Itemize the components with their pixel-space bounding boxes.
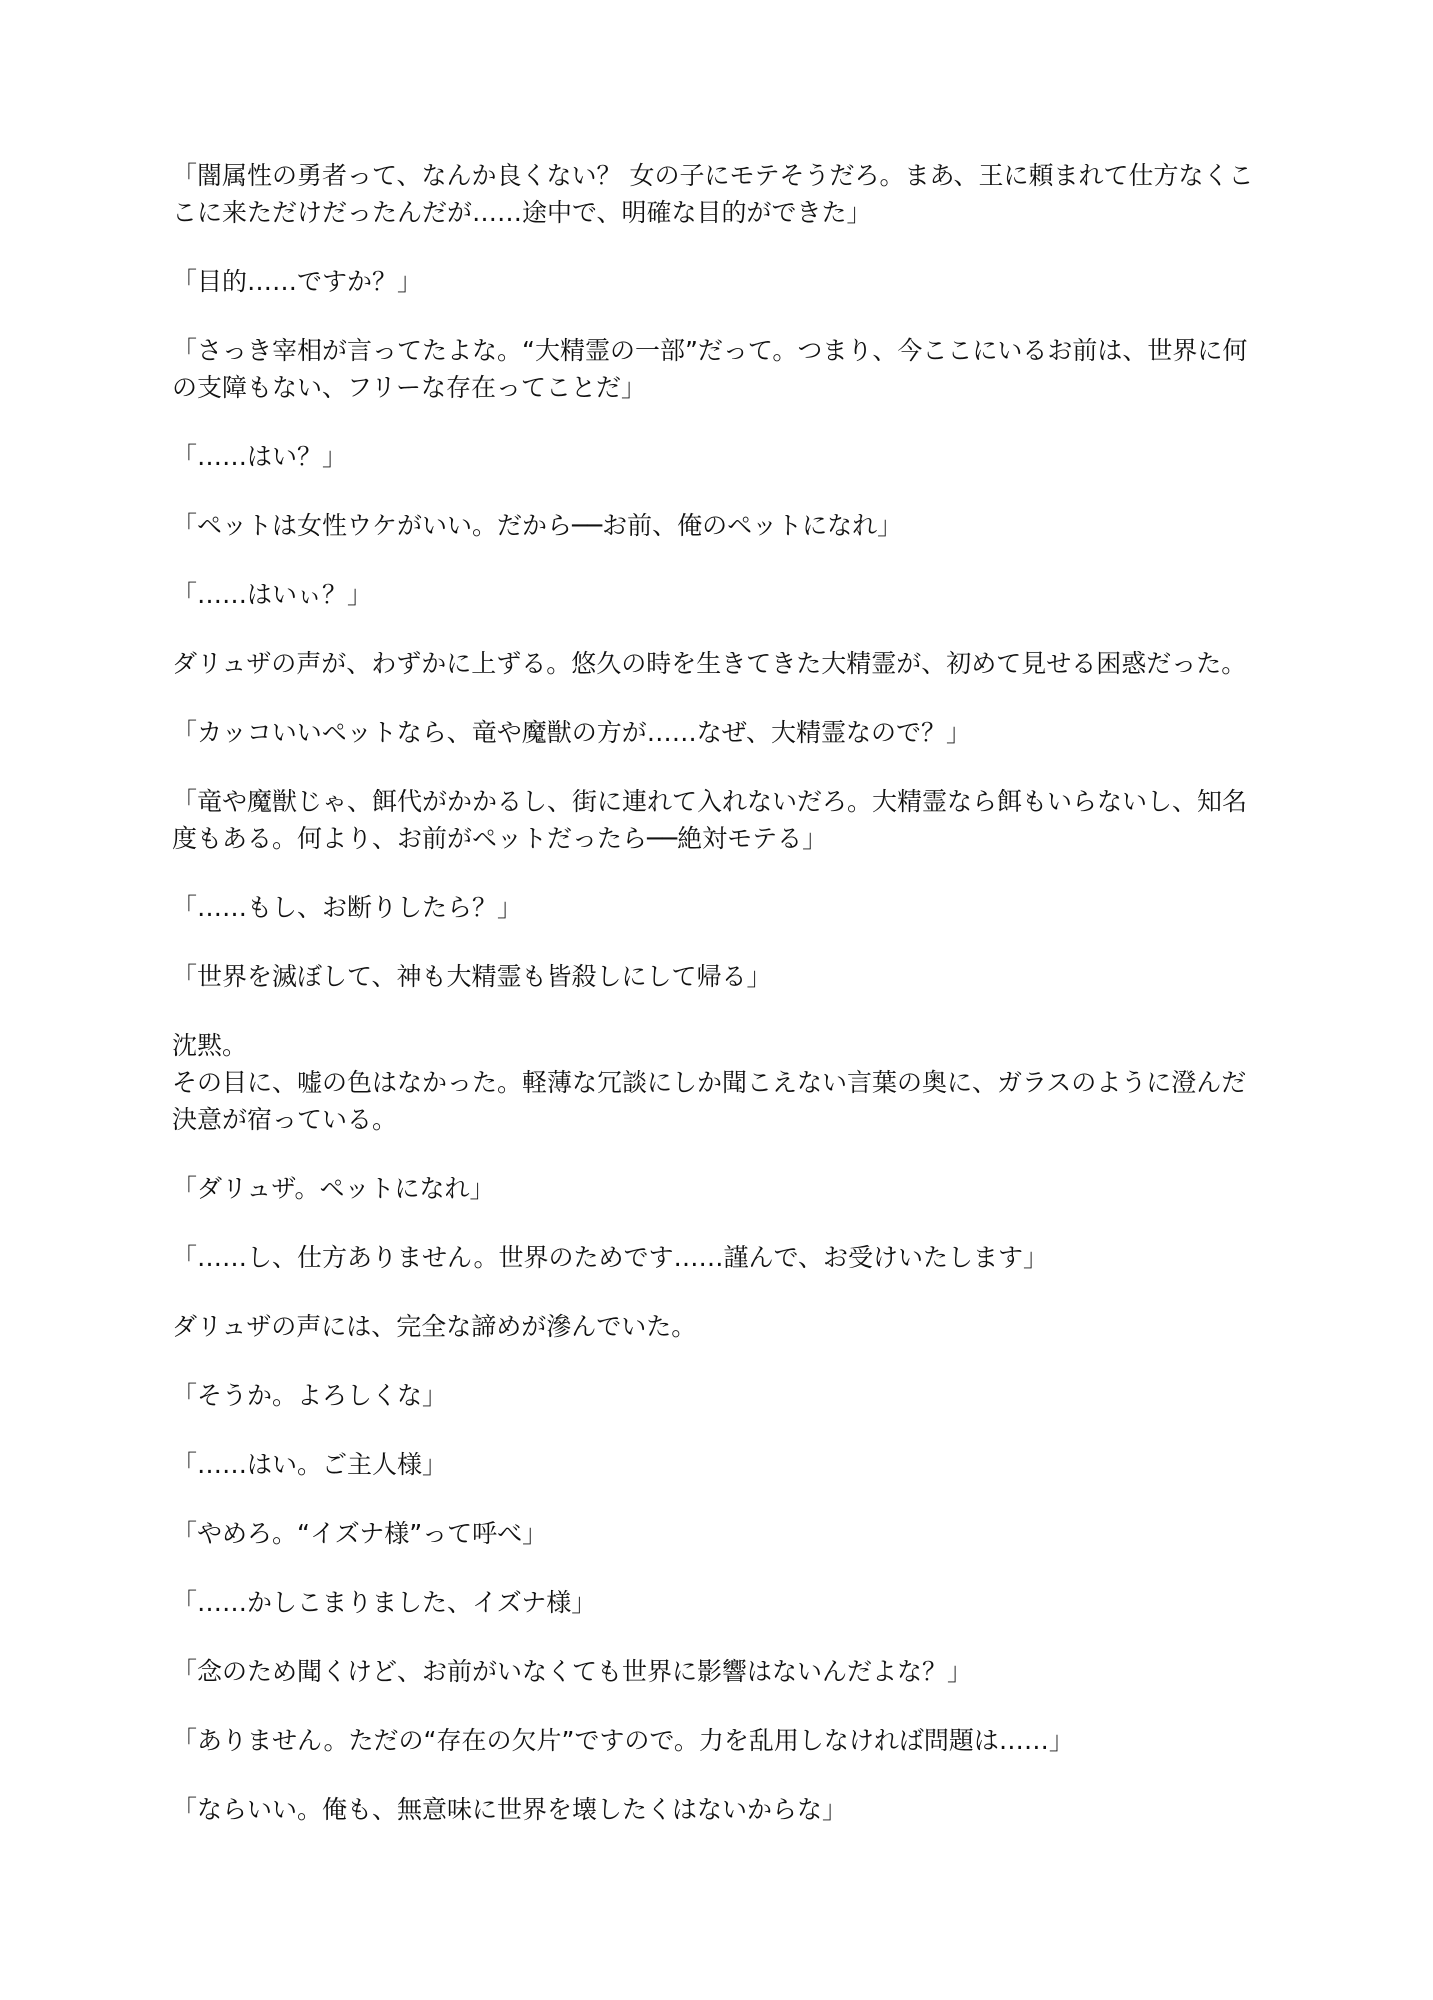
paragraph-8: 「カッコいいペットなら、竜や魔獣の方が……なぜ、大精霊なので？」 — [172, 718, 972, 747]
paragraph-13: その目に、嘘の色はなかった。軽薄な冗談にしか聞こえない言葉の奥に、ガラスのように澄んだ決意が宿っている。 — [172, 1068, 1247, 1134]
paragraph-17: 「そうか。よろしくな」 — [172, 1381, 448, 1410]
paragraph-19: 「やめろ。“イズナ様”って呼べ」 — [172, 1519, 548, 1548]
paragraph-9: 「竜や魔獣じゃ、餌代がかかるし、街に連れて入れないだろ。大精霊なら餌もいらないし、知名度もある。何より、お前がペットだったら──絶対モテる」 — [172, 787, 1248, 853]
paragraph-6: 「……はいぃ？」 — [172, 580, 373, 609]
paragraph-15: 「……し、仕方ありません。世界のためです……謹んで、お受けいたします」 — [172, 1243, 1049, 1272]
paragraph-18: 「……はい。ご主人様」 — [172, 1450, 448, 1479]
text-body — [172, 157, 1267, 1860]
paragraph-11: 「世界を滅ぼして、神も大精霊も皆殺しにして帰る」 — [172, 962, 772, 991]
paragraph-3: 「さっき宰相が言ってたよな。“大精霊の一部”だって。つまり、今ここにいるお前は、世界に何の支障もない、フリーな存在ってことだ」 — [172, 336, 1248, 402]
paragraph-2: 「目的……ですか？」 — [172, 267, 423, 296]
paragraph-14: 「ダリュザ。ペットになれ」 — [172, 1174, 495, 1203]
paragraph-20: 「……かしこまりました、イズナ様」 — [172, 1588, 597, 1617]
paragraph-21: 「念のため聞くけど、お前がいなくても世界に影響はないんだよな？」 — [172, 1657, 973, 1686]
paragraph-5: 「ペットは女性ウケがいい。だから──お前、俺のペットになれ」 — [172, 511, 903, 540]
paragraph-1: 「闇属性の勇者って、なんか良くない？ 女の子にモテそうだろ。まあ、王に頼まれて仕方なくここに来ただけだったんだが……途中で、明確な目的ができた」 — [172, 161, 1254, 227]
paragraph-4: 「……はい？」 — [172, 442, 348, 471]
paragraph-7: ダリュザの声が、わずかに上ずる。悠久の時を生きてきた大精霊が、初めて見せる困惑だった。 — [172, 649, 1247, 678]
paragraph-10: 「……もし、お断りしたら？」 — [172, 893, 523, 922]
paragraph-22: 「ありません。ただの“存在の欠片”ですので。力を乱用しなければ問題は……」 — [172, 1726, 1074, 1755]
paragraph-16: ダリュザの声には、完全な諦めが滲んでいた。 — [172, 1312, 697, 1341]
paragraph-23: 「ならいい。俺も、無意味に世界を壊したくはないからな」 — [172, 1795, 848, 1824]
paragraph-12: 沈黙。 — [172, 1031, 248, 1060]
